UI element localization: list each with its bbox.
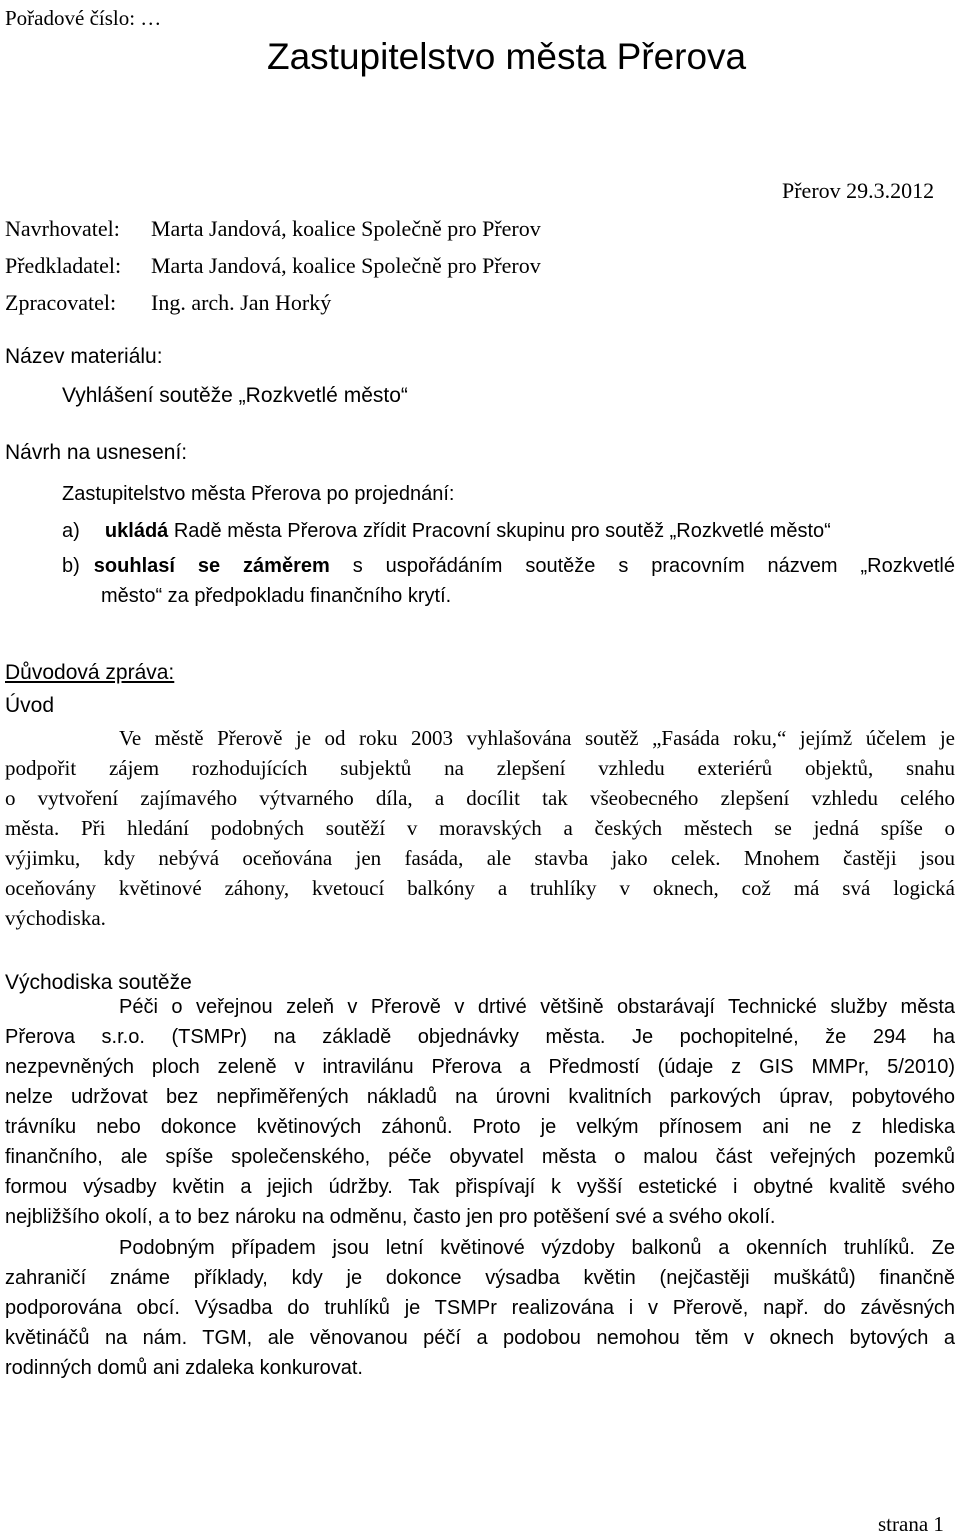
item-a-verb: ukládá — [104, 520, 169, 542]
paragraph-line: výjimku, kdy nebývá oceňována jen fasáda, ale stavba jako celek. Mnohem častěji jsou — [5, 846, 955, 870]
paragraph-line: formou výsadby květin a jejich údržby. Tak přispívají k vyšší estetické i obytné kvalitě svého — [5, 1176, 955, 1198]
paragraph-line: o vytvoření zajímavého výtvarného díla, a docílit tak všeobecného zlepšení vzhledu celého — [5, 786, 955, 810]
report-heading: Důvodová zpráva: — [5, 661, 175, 684]
resolution-item-b — [62, 551, 955, 611]
intro-paragraph — [5, 723, 955, 933]
intro-heading: Úvod — [5, 694, 55, 717]
paragraph-line: trávníku nebo dokonce květinových záhonů. Proto je velkým přínosem ani ne z hlediska — [5, 1116, 955, 1138]
basis-paragraph-2 — [5, 1237, 955, 1387]
basis-paragraph-1 — [5, 996, 955, 1236]
paragraph-line: oceňovány květinové záhony, kvetoucí balkóny a truhlíky v oknech, což má svá logická — [5, 876, 955, 900]
item-b-marker: b) — [62, 555, 80, 577]
material-label: Název materiálu: — [5, 345, 163, 368]
paragraph-line: nejbližšího okolí, a to bez nároku na odměnu, často jen pro potěšení své a svého okolí. — [5, 1206, 776, 1228]
resolution-label: Návrh na usnesení: — [5, 441, 188, 464]
proposer-value: Marta Jandová, koalice Společně pro Přerov — [151, 216, 541, 241]
paragraph-line: rodinných domů ani zdaleka konkurovat. — [5, 1357, 363, 1379]
paragraph-line: východiska. — [5, 906, 106, 930]
item-b-verb: souhlasí se záměrem — [93, 555, 330, 577]
proposer-label: Navrhovatel: — [5, 216, 120, 241]
paragraph-line: nelze udržovat bez nepřiměřených nákladů na úrovni kvalitních parkových úprav, pobytového — [5, 1086, 955, 1108]
item-b-text-1: s uspořádáním soutěže s pracovním názvem „Rozkvetlé — [352, 555, 955, 577]
place-date: Přerov 29.3.2012 — [782, 178, 935, 203]
paragraph-line: nezpevněných ploch zeleně v intravilánu Přerova a Předmostí (údaje z GIS MMPr, 5/2010) — [5, 1056, 955, 1078]
paragraph-line: podporována obcí. Výsadba do truhlíků je TSMPr realizována i v Přerově, např. do závěsných — [5, 1297, 955, 1319]
paragraph-line: zahraničí známe příklady, kdy je dokonce výsadba květin (nejčastěji muškátů) finančně — [5, 1267, 955, 1289]
resolution-item-a — [62, 516, 831, 546]
paragraph-line: Péči o veřejnou zeleň v Přerově v drtivé většině obstarávají Technické služby města — [119, 996, 955, 1018]
submitter-label: Předkladatel: — [5, 253, 122, 278]
paragraph-line: květináčů na nám. TGM, ale věnovanou péčí a podobou nemohou těm v oknech bytových a — [5, 1327, 955, 1349]
page-number: strana 1 — [878, 1512, 944, 1536]
paragraph-line: Podobným případem jsou letní květinové výzdoby balkonů a okenních truhlíků. Ze — [119, 1237, 955, 1259]
paragraph-line: Ve městě Přerově je od roku 2003 vyhlašována soutěž „Fasáda roku,“ jejímž účelem je — [119, 726, 955, 750]
item-b-text-2: město“ za předpokladu finančního krytí. — [101, 585, 452, 607]
processor-label: Zpracovatel: — [5, 290, 117, 315]
submitter-value: Marta Jandová, koalice Společně pro Přerov — [151, 253, 541, 278]
material-title: Vyhlášení soutěže „Rozkvetlé město“ — [62, 384, 408, 407]
paragraph-line: podpořit zájem rozhodujících subjektů na zlepšení vzhledu exteriérů objektů, snahu — [5, 756, 955, 780]
basis-heading: Východiska soutěže — [5, 971, 192, 994]
item-a-marker: a) — [62, 520, 80, 542]
page-title: Zastupitelstvo města Přerova — [267, 36, 747, 77]
order-number: Pořadové číslo: … — [5, 6, 162, 30]
paragraph-line: Přerova s.r.o. (TSMPr) na základě objednávky města. Je pochopitelné, že 294 ha — [5, 1026, 955, 1048]
paragraph-line: finančního, ale spíše společenského, péče obyvatel města o malou část veřejných pozemků — [5, 1146, 955, 1168]
paragraph-line: města. Při hledání podobných soutěží v moravských a českých městech se jedná spíše o — [5, 816, 955, 840]
resolution-intro: Zastupitelstvo města Přerova po projednání: — [62, 483, 455, 505]
item-a-text: Radě města Přerova zřídit Pracovní skupinu pro soutěž „Rozkvetlé město“ — [173, 520, 831, 542]
processor-value: Ing. arch. Jan Horký — [151, 290, 332, 315]
